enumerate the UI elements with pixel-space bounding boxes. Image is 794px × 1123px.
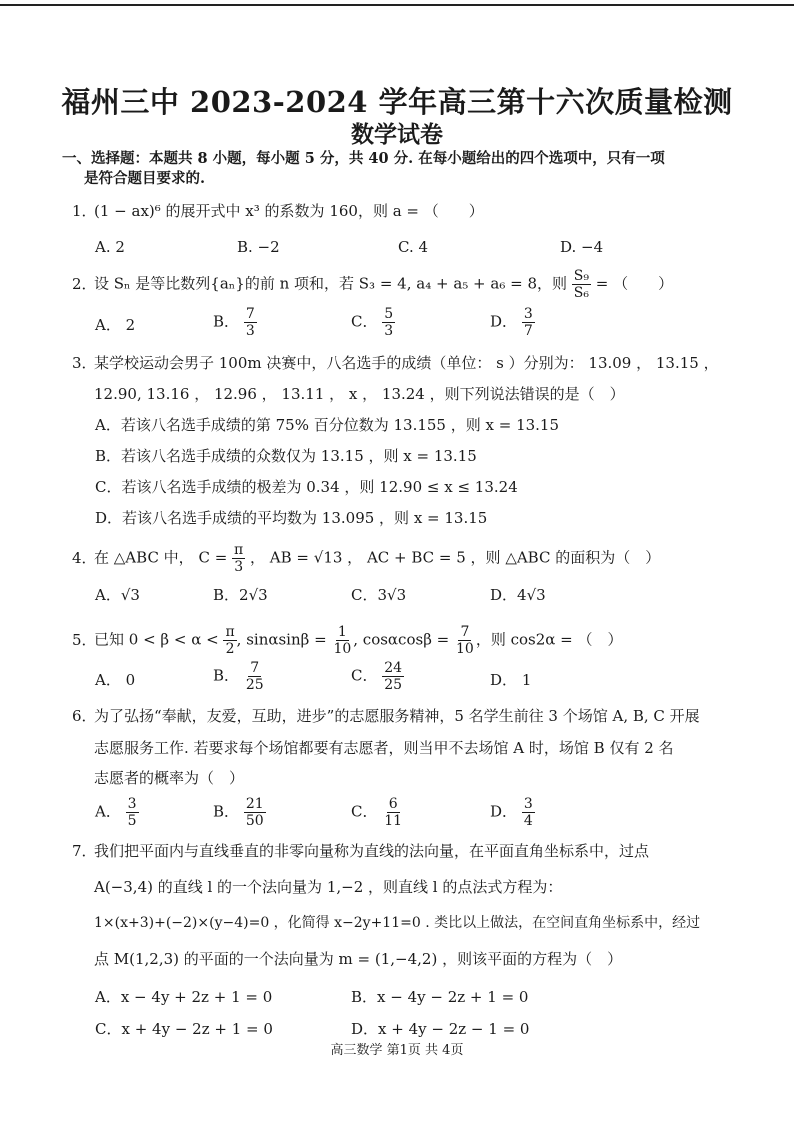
- q2-option-b: B． $\frac{7}{3}$: [213, 306, 255, 339]
- question-text: (1 − ax)⁶ 的展开式中 x³ 的系数为 160，则 a = （ ）: [94, 202, 484, 220]
- top-border-line: [0, 4, 794, 6]
- question-6-line-2: 志愿服务工作. 若要求每个场馆都要有志愿者，则当甲不去场馆 A 时，场馆 B 仅有 2 名: [94, 739, 674, 757]
- question-number: 2．: [72, 274, 97, 293]
- question-7-line-2: A(−3,4) 的直线 l 的一个法向量为 1,−2 ，则直线 l 的点法式方程为：: [94, 878, 563, 896]
- question-3-line-2: 12.90, 13.16 ， 12.96 ， 13.11 ， x ， 13.24 ，则下列说法错误的是（ ）: [94, 385, 625, 403]
- fraction-7-10: $\frac{7}{10}$: [455, 624, 474, 657]
- question-number: 1．: [72, 202, 97, 220]
- q7-option-d: D．x + 4y − 2z − 1 = 0: [351, 1020, 530, 1038]
- q1-option-a: A. 2: [95, 238, 125, 256]
- question-7-line-3: 1×(x+3)+(−2)×(y−4)=0 ，化简得 x−2y+11=0 . 类比以上做法，在空间直角坐标系中，经过: [94, 915, 701, 931]
- question-text-end: ， AB = √13 ， AC + BC = 5 ，则 △ABC 的面积为（ ）: [250, 548, 661, 567]
- q4-option-b: B．2√3: [213, 586, 268, 604]
- q6-option-b: B． $\frac{21}{50}$: [213, 796, 264, 829]
- q4-option-d: D．4√3: [490, 586, 546, 604]
- fraction-pi-3: $\frac{\pi}{3}$: [234, 542, 244, 575]
- question-3: [72, 352, 719, 373]
- exam-title: 福州三中 2023-2024 学年高三第十六次质量检测: [61, 85, 733, 119]
- section-heading: [62, 149, 762, 189]
- fraction-pi-2: $\frac{\pi}{2}$: [225, 624, 235, 657]
- question-text: 设 Sₙ 是等比数列{aₙ}的前 n 项和，若 S₃ = 4, a₄ + a₅ + a₆ = 8，则: [94, 274, 567, 293]
- q6-option-d: D． $\frac{3}{4}$: [490, 796, 533, 829]
- q4-option-c: C．3√3: [351, 586, 407, 604]
- question-number: 4．: [72, 548, 97, 567]
- q5-option-a: A． 0: [95, 671, 136, 689]
- q1-option-b: B. −2: [237, 238, 280, 256]
- question-text: 在 △ABC 中， C =: [94, 548, 228, 567]
- q2-option-c: C． $\frac{5}{3}$: [351, 306, 394, 339]
- exam-subtitle: 数学试卷: [351, 121, 443, 148]
- question-6: 6．为了弘扬“奉献，友爱，互助，进步”的志愿服务精神，5 名学生前往 3 个场馆 A, B, C 开展: [72, 707, 700, 725]
- q5-option-c: C． $\frac{24}{25}$: [351, 660, 403, 693]
- q3-option-a: A．若该八名选手成绩的第 75% 百分位数为 13.155 ，则 x = 13.15: [95, 416, 560, 434]
- q5-option-b: B． $\frac{7}{25}$: [213, 660, 264, 693]
- q3-option-d: D．若该八名选手成绩的平均数为 13.095 ，则 x = 13.15: [95, 509, 488, 527]
- page-footer: 高三数学 第1页 共 4页: [330, 1043, 464, 1058]
- question-7-line-4: 点 M(1,2,3) 的平面的一个法向量为 m = (1,−4,2) ，则该平面的方程为（ ）: [94, 950, 623, 968]
- q6-option-a: A． $\frac{3}{5}$: [95, 796, 137, 829]
- section-line-2: 是符合题目要求的.: [84, 170, 206, 187]
- question-1: [72, 200, 484, 221]
- q3-option-b: B．若该八名选手成绩的众数仅为 13.15 ，则 x = 13.15: [95, 447, 477, 465]
- question-2: [72, 268, 673, 301]
- q1-option-c: C. 4: [398, 238, 429, 256]
- q6-option-c: C． $\frac{6}{11}$: [351, 796, 403, 829]
- question-5: 5．已知 0 < β < α < $\frac{\pi}{2}$ , sinαsinβ = $\frac{1}{10}$ , cosαcosβ = $\frac{7}{10}$ ，则 cos2α = （ ）: [72, 624, 623, 657]
- fraction-1-10: $\frac{1}{10}$: [333, 624, 352, 657]
- q3-option-c: C．若该八名选手成绩的极差为 0.34 ，则 12.90 ≤ x ≤ 13.24: [95, 478, 518, 496]
- q7-option-a: A．x − 4y + 2z + 1 = 0: [95, 988, 273, 1006]
- q1-option-d: D. −4: [560, 238, 604, 256]
- question-6-line-3: 志愿者的概率为（ ）: [94, 769, 245, 787]
- question-text-end: = （ ）: [595, 274, 674, 293]
- q2-option-d: D． $\frac{3}{7}$: [490, 306, 533, 339]
- question-text: 某学校运动会男子 100m 决赛中，八名选手的成绩（单位： s ）分别为： 13.09 ， 13.15 ，: [94, 354, 719, 372]
- question-7: 7．我们把平面内与直线垂直的非零向量称为直线的法向量，在平面直角坐标系中，过点: [72, 842, 650, 860]
- question-number: 3．: [72, 354, 97, 372]
- fraction-s9-s6: $\frac{\text{S₉}}{\text{S₆}}$: [573, 268, 589, 301]
- section-line-1: 一、选择题：本题共 8 小题，每小题 5 分，共 40 分. 在每小题给出的四个选项中，只有一项: [62, 150, 665, 167]
- q2-option-a: A． 2: [95, 316, 136, 334]
- q5-option-d: D． 1: [490, 671, 532, 689]
- question-4: [72, 542, 660, 575]
- q4-option-a: A．√3: [95, 586, 140, 604]
- q7-option-c: C．x + 4y − 2z + 1 = 0: [95, 1020, 273, 1038]
- question-number: 7．: [72, 842, 97, 860]
- question-number: 6．: [72, 707, 97, 725]
- question-number: 5．: [72, 630, 97, 649]
- q7-option-b: B．x − 4y − 2z + 1 = 0: [351, 988, 529, 1006]
